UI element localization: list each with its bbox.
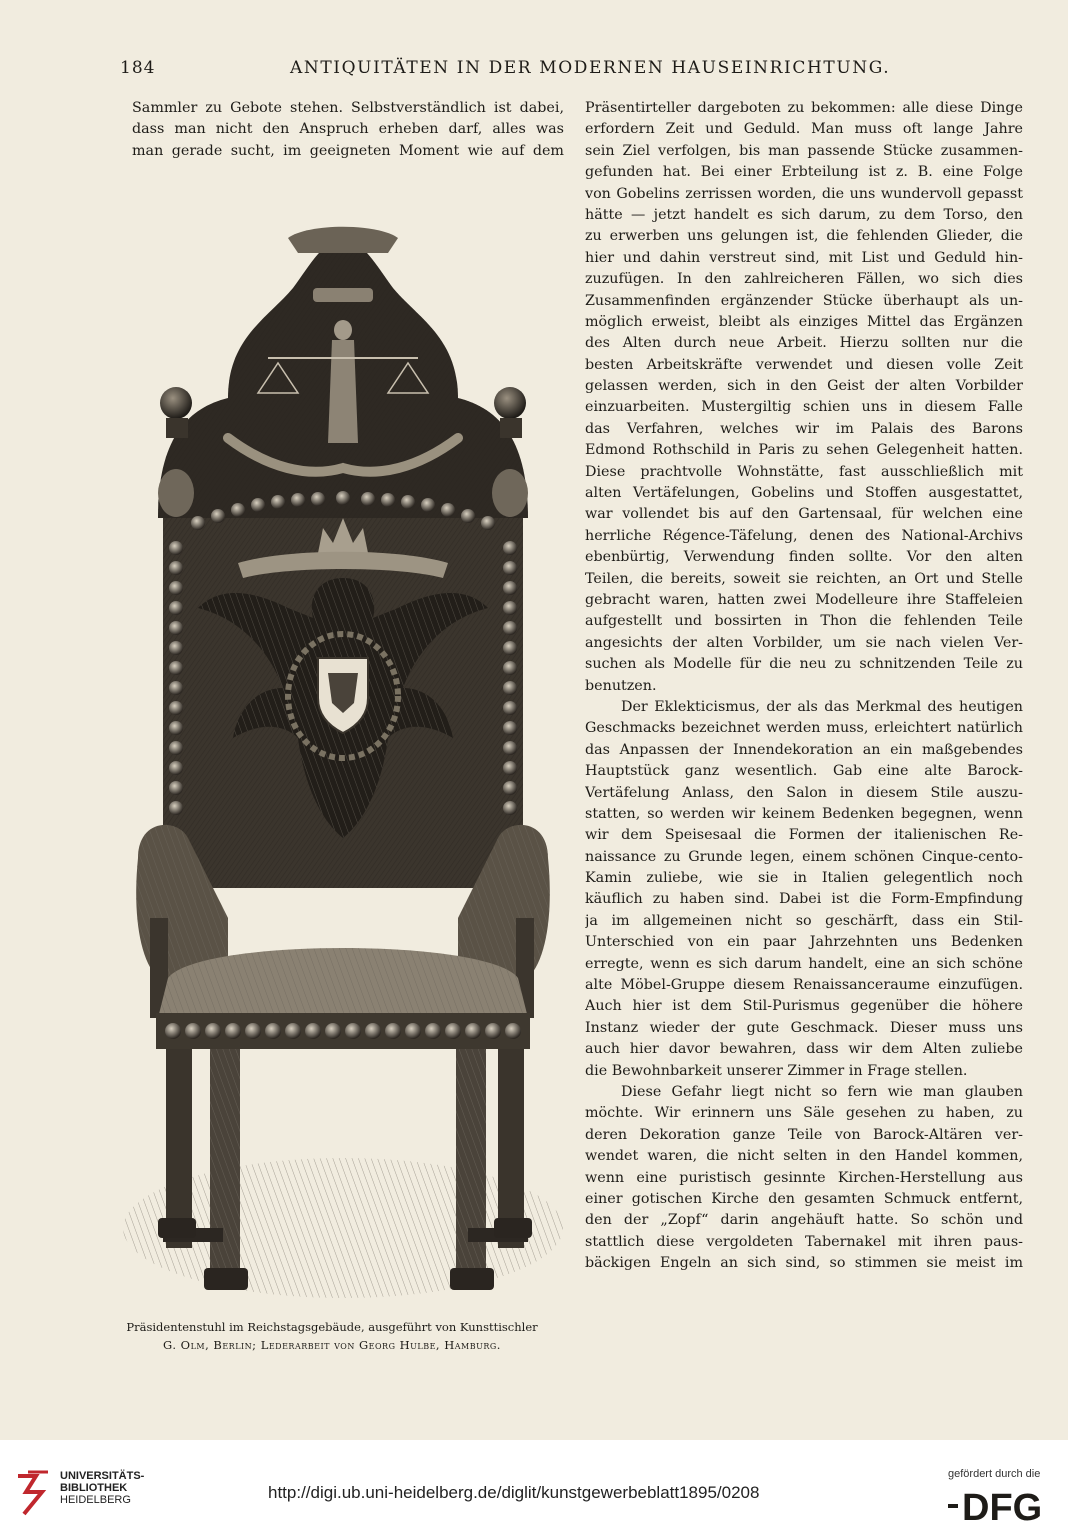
- chair-illustration: [118, 218, 568, 1308]
- text-line: Vertäfelung Anlass, den Salon in diesem Stile auszu-: [585, 784, 1023, 801]
- text-line: das Anpassen der Innendekoration an ein maßgebendes: [585, 741, 1023, 758]
- text-line: wenn eine puristisch gesinnte Kirchen-Herstellung aus: [585, 1169, 1023, 1186]
- library-name: UNIVERSITÄTS- BIBLIOTHEK HEIDELBERG: [60, 1470, 145, 1506]
- text-line: Präsentirteller dargeboten zu bekommen: alle diese Dinge: [585, 100, 1023, 116]
- text-line: Instanz wieder der gute Geschmack. Dieser muss uns: [585, 1019, 1023, 1036]
- digitization-footer: [0, 1440, 1068, 1534]
- text-line: einer gotischen Kirche den gesamten Schmuck entfernt,: [585, 1190, 1023, 1207]
- text-line: gefunden hat. Bei einer Erbteilung ist z. B. eine Folge: [585, 164, 1023, 181]
- text-line: ja im allgemeinen nicht so geschärft, dass ein Stil-: [585, 912, 1023, 929]
- text-line: erregte, wenn es sich darum handelt, eine an sich schöne: [585, 955, 1023, 972]
- funded-by-label: gefördert durch die: [948, 1468, 1041, 1480]
- text-line: Sammler zu Gebote stehen. Selbstverständlich ist dabei,: [132, 100, 564, 116]
- text-line: wir dem Speisesaal die Formen der italienischen Re-: [585, 827, 1023, 844]
- text-line: war vollendet bis auf den Gartensaal, für welchen eine: [585, 506, 1023, 523]
- page-number: 184: [120, 58, 156, 78]
- right-text-column: [585, 98, 1023, 1274]
- text-line: angesichts der alten Vorbilder, um sie nach vielen Ver-: [585, 634, 1023, 651]
- text-line: Auch hier ist dem Stil-Purismus gegenüber die höhere: [585, 998, 1023, 1015]
- paragraph-start-line: Der Eklekticismus, der als das Merkmal des heutigen: [621, 698, 1023, 715]
- left-text-column: [132, 98, 564, 162]
- text-line: auch hier davor bewahren, dass wir dem Alten zuliebe: [585, 1041, 1023, 1058]
- running-header: [120, 58, 1028, 82]
- text-line: möchte. Wir erinnern uns Säle gesehen zu haben, zu: [585, 1105, 1023, 1122]
- text-line: wendet waren, die nicht selten in den Handel kommen,: [585, 1148, 1023, 1165]
- text-line: suchen als Modelle für die neu zu schnitzenden Teile zu: [585, 656, 1023, 673]
- text-line: den der „Zopf“ darin angehäuft hatte. So schön und: [585, 1212, 1023, 1229]
- text-line: ebenbürtig, Verwendung finden sollte. Vor den alten: [585, 549, 1023, 566]
- text-line: erfordern Zeit und Geduld. Man muss oft lange Jahre: [585, 121, 1023, 138]
- text-line: besten Arbeitskräfte verwendet und diesen volle Zeit: [585, 356, 1023, 373]
- figure-caption: [92, 1318, 572, 1354]
- permalink-url[interactable]: http://digi.ub.uni-heidelberg.de/diglit/kunstgewerbeblatt1895/0208: [268, 1483, 760, 1502]
- text-line: hier und dahin verstreut sind, mit List und Geduld hin-: [585, 249, 1023, 266]
- text-line: des Alten durch neue Arbeit. Hierzu sollten nur die: [585, 335, 1023, 352]
- text-line: man gerade sucht, im geeigneten Moment wie auf dem: [132, 142, 564, 159]
- text-line: käuflich zu haben sind. Dabei ist die Form-Empfindung: [585, 891, 1023, 908]
- text-line: Zusammenfinden ergänzender Stücke überhaupt als un-: [585, 292, 1023, 309]
- text-line: Hauptstück ganz wesentlich. Gab eine alte Barock-: [585, 763, 1023, 780]
- text-line: gebracht waren, hatten zwei Modelleure ihre Staffeleien: [585, 591, 1023, 608]
- caption-line-2: G. Olm, Berlin; Lederarbeit von Georg Hulbe, Hamburg.: [163, 1338, 501, 1352]
- dfg-logo-icon: [948, 1484, 1058, 1524]
- text-line: möglich erweist, bleibt als einziges Mittel das Ergänzen: [585, 313, 1023, 330]
- text-line: Kamin zuliebe, wie sie in Italien gelegentlich noch: [585, 870, 1023, 887]
- text-line: einzuarbeiten. Mustergiltig schien uns in diesem Falle: [585, 399, 1023, 416]
- text-line: gelassen werden, sich in den Geist der alten Vorbilder: [585, 378, 1023, 395]
- text-line: statten, so werden wir keinem Bedenken begegnen, wenn: [585, 805, 1023, 822]
- text-line: die Bewohnbarkeit unserer Zimmer in Frage stellen.: [585, 1062, 968, 1079]
- text-line: Teilen, die bereits, soweit sie reichten, an Ort und Stelle: [585, 570, 1023, 587]
- text-line: alten Vertäfelungen, Gobelins und Stoffen ausgestattet,: [585, 485, 1023, 502]
- text-line: das Verfahren, welches wir im Palais des Barons: [585, 420, 1023, 437]
- text-line: Geschmacks bezeichnet werden muss, erleichtert natürlich: [585, 720, 1023, 737]
- running-title: ANTIQUITÄTEN IN DER MODERNEN HAUSEINRICHTUNG.: [290, 58, 891, 78]
- text-line: benutzen.: [585, 677, 657, 694]
- text-line: zuzufügen. In den zahlreicheren Fällen, wo sich dies: [585, 271, 1023, 288]
- text-line: Diese prachtvolle Wohnstätte, fast ausschließlich mit: [585, 463, 1023, 480]
- text-line: zu erwerben uns gelungen ist, die fehlenden Glieder, die: [585, 228, 1023, 245]
- text-line: sein Ziel verfolgen, bis man passende Stücke zusammen-: [585, 142, 1023, 159]
- text-line: alte Möbel-Gruppe diesem Renaissanceraume einzufügen.: [585, 977, 1023, 994]
- text-line: Edmond Rothschild in Paris zu sehen Gelegenheit hatten.: [585, 442, 1023, 459]
- text-line: naissance zu Grunde legen, einem schönen Cinque-cento-: [585, 848, 1023, 865]
- text-line: herrliche Régence-Täfelung, denen des National-Archivs: [585, 527, 1023, 544]
- text-line: von Gobelins zerrissen worden, die uns wundervoll gepasst: [585, 185, 1023, 202]
- text-line: stattlich diese vergoldeten Tabernakel mit ihren paus-: [585, 1233, 1023, 1250]
- paragraph-start-line: Diese Gefahr liegt nicht so fern wie man glauben: [621, 1083, 1023, 1100]
- svg-text:DFG: DFG: [962, 1487, 1043, 1524]
- caption-line-1: Präsidentenstuhl im Reichstagsgebäude, ausgeführt von Kunsttischler: [126, 1320, 538, 1334]
- text-line: deren Dekoration ganze Teile von Barock-Altären ver-: [585, 1126, 1023, 1143]
- library-logo-icon: [14, 1468, 54, 1518]
- text-line: dass man nicht den Anspruch erheben darf, alles was: [132, 121, 564, 138]
- text-line: aufgestellt und bossirten in Thon die fehlenden Teile: [585, 613, 1023, 630]
- text-line: Unterschied von ein paar Jahrzehnten uns Bedenken: [585, 934, 1023, 951]
- text-line: bäckigen Engeln an sich sind, so stimmen sie meist im: [585, 1255, 1023, 1272]
- text-line: hätte — jetzt handelt es sich darum, zu dem Torso, den: [585, 206, 1023, 223]
